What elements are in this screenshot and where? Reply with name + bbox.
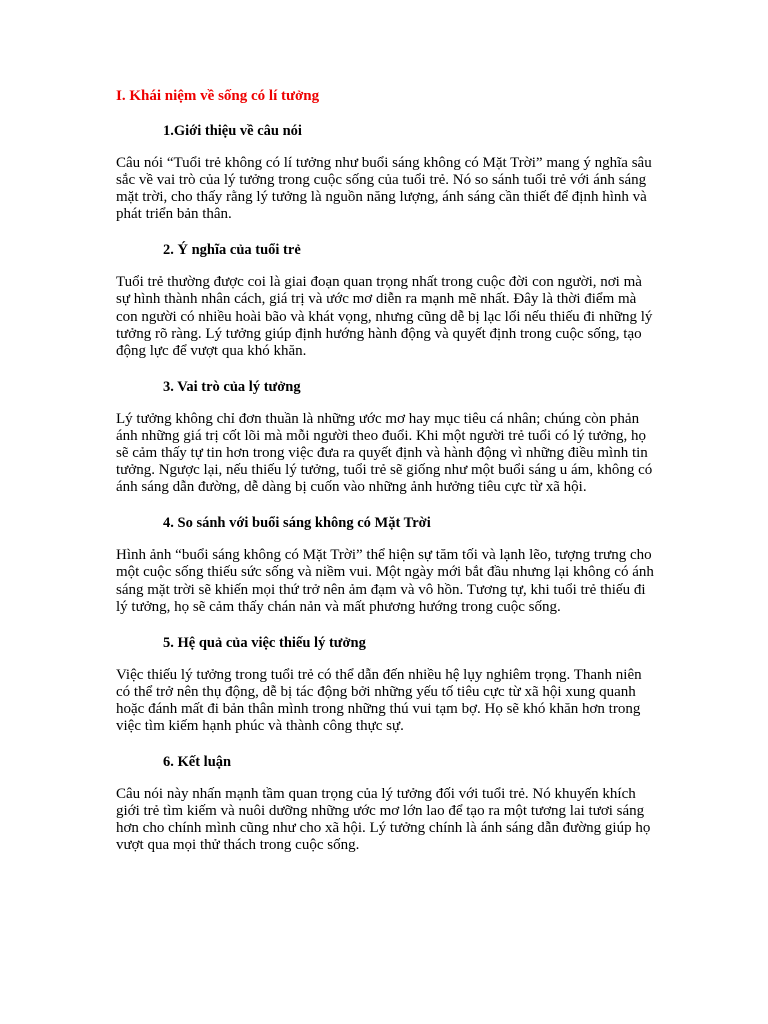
section-paragraph-conclusion: Câu nói này nhấn mạnh tầm quan trọng của lý tưởng đối với tuổi trẻ. Nó khuyến khích giới trẻ tìm kiếm và nuôi dưỡng những ước mơ lớn lao để tạo ra một tương lai tươi sáng hơn cho chính mình cũng như cho xã hội. Lý tưởng chính là ánh sáng dẫn đường giúp họ vượt qua mọi thử thách trong cuộc sống. — [116, 786, 651, 854]
section-paragraph-comparison: Hình ảnh “buổi sáng không có Mặt Trời” thể hiện sự tăm tối và lạnh lẽo, tượng trưng cho một cuộc sống thiếu sức sống và niềm vui. Một ngày mới bắt đầu nhưng lại không có ánh sáng mặt trời sẽ khiến mọi thứ trở nên ảm đạm và vô hồn. Tương tự, khi tuổi trẻ thiếu đi lý tưởng, họ sẽ cảm thấy chán nản và mất phương hướng trong cuộc sống. — [116, 547, 654, 615]
section-heading-intro: 1.Giới thiệu về câu nói — [163, 123, 302, 139]
document-page — [116, 86, 656, 854]
section-heading-role: 3. Vai trò của lý tưởng — [163, 378, 301, 395]
section-paragraph-intro: Câu nói “Tuổi trẻ không có lí tưởng như buổi sáng không có Mặt Trời” mang ý nghĩa sâu sắc về vai trò của lý tưởng trong cuộc sống của tuổi trẻ. Nó so sánh tuổi trẻ với ánh sáng mặt trời, cho thấy rằng lý tưởng là nguồn năng lượng, ánh sáng cần thiết để định hình và phát triển bản thân. — [116, 155, 652, 223]
section-paragraph-consequences: Việc thiếu lý tưởng trong tuổi trẻ có thể dẫn đến nhiều hệ lụy nghiêm trọng. Thanh niên có thể trở nên thụ động, dễ bị tác động bởi những yếu tố tiêu cực từ xã hội xung quanh hoặc đánh mất đi bản thân mình trong những thú vui tạm bợ. Họ sẽ khó khăn hơn trong việc tìm kiếm hạnh phúc và thành công thực sự. — [116, 666, 642, 734]
main-heading: I. Khái niệm về sống có lí tưởng — [116, 88, 320, 104]
section-heading-conclusion: 6. Kết luận — [163, 754, 232, 771]
section-paragraph-meaning: Tuổi trẻ thường được coi là giai đoạn quan trọng nhất trong cuộc đời con người, nơi mà sự hình thành nhân cách, giá trị và ước mơ diễn ra mạnh mẽ nhất. Đây là thời điểm mà con người có nhiều hoài bão và khát vọng, nhưng cũng dễ bị lạc lối nếu thiếu đi những lý tưởng rõ ràng. Lý tưởng giúp định hướng hành động và quyết định trong cuộc sống, tạo động lực để vượt qua khó khăn. — [116, 274, 653, 359]
section-heading-comparison: 4. So sánh với buổi sáng không có Mặt Trời — [163, 515, 431, 532]
section-paragraph-role: Lý tưởng không chỉ đơn thuần là những ước mơ hay mục tiêu cá nhân; chúng còn phản ánh những giá trị cốt lõi mà mỗi người theo đuổi. Khi một người trẻ tuổi có lý tưởng, họ sẽ cảm thấy tự tin hơn trong việc đưa ra quyết định và hành động vì những điều mình tin tưởng. Ngược lại, nếu thiếu lý tưởng, tuổi trẻ sẽ giống như một buổi sáng u ám, không có ánh sáng dẫn đường, dễ dàng bị cuốn vào những ảnh hưởng tiêu cực từ xã hội. — [116, 410, 653, 496]
section-heading-meaning: 2. Ý nghĩa của tuổi trẻ — [163, 242, 301, 259]
section-heading-consequences: 5. Hệ quả của việc thiếu lý tưởng — [163, 634, 366, 651]
